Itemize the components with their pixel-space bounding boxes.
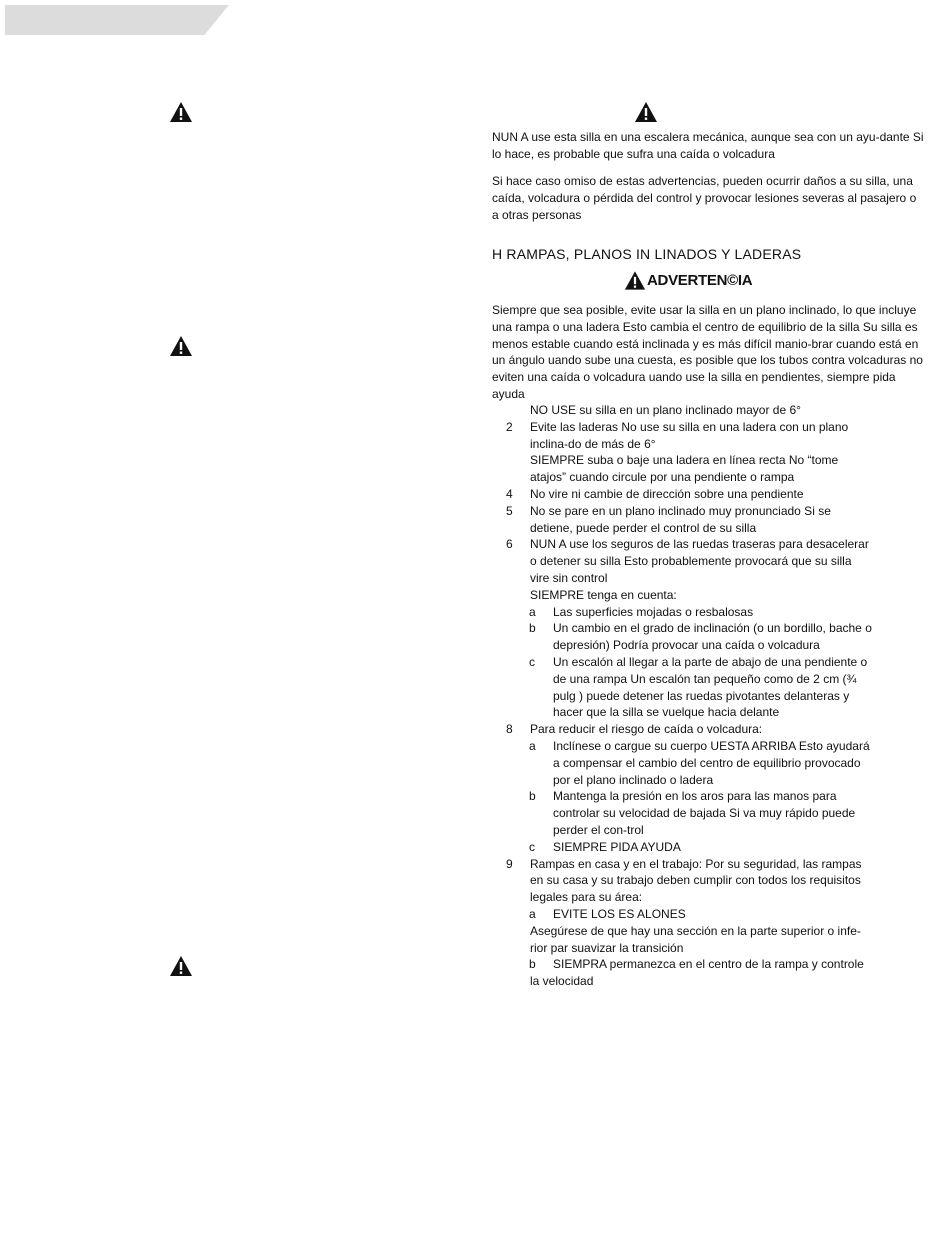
list-item-text: NUN A use los seguros de las ruedas traseras para desacelerar [530,537,869,552]
list-item-letter: a [529,604,536,619]
list-item-number: 5 [506,503,513,518]
warning-triangle-icon [634,101,658,123]
list-item [492,738,926,755]
list-item-number: 4 [506,486,513,501]
list-item-text: depresión) Podría provocar una caída o volcadura [553,638,820,653]
list-item [492,486,926,503]
list-item-text: Asegúrese de que hay una sección en la parte superior o infe- [530,923,861,938]
list-item [492,788,926,805]
list-item [492,520,926,537]
list-item-text: SIEMPRE suba o baje una ladera en línea recta No “tome [530,453,839,468]
list-item-letter: b [529,789,536,804]
list-item-text: perder el con-trol [553,822,644,837]
list-item-text: Un cambio en el grado de inclinación (o un bordillo, bache o [553,621,872,636]
list-item-text: por el plano inclinado o ladera [553,772,714,787]
warning-triangle-icon [624,270,646,291]
list-item-letter: c [529,839,535,854]
slope-instructions-list [492,402,926,990]
list-item [492,587,926,604]
list-item-text: SIEMPRE tenga en cuenta: [530,587,677,602]
list-item [492,436,926,453]
list-item [492,469,926,486]
list-item-text: Mantenga la presión en los aros para las manos para [553,789,837,804]
list-item [492,688,926,705]
list-item [492,570,926,587]
list-item-text: vire sin control [530,570,608,585]
list-item [492,452,926,469]
list-item [492,637,926,654]
list-item [492,956,926,973]
list-item-text: o detener su silla Esto probablemente provocará que su silla [530,554,852,569]
warning-triangle-icon [169,101,193,123]
list-item [492,772,926,789]
list-item [492,536,926,553]
advertencia-label: ADVERTEN©IA [647,271,753,289]
list-item [492,889,926,906]
list-item-text: Las superficies mojadas o resbalosas [553,604,754,619]
list-item-text: rior par suavizar la transición [530,940,684,955]
list-item [492,553,926,570]
list-item-text: NO USE su silla en un plano inclinado mayor de 6° [530,403,801,417]
list-item-text: Inclínese o cargue su cuerpo UESTA ARRIBA Esto ayudará [553,738,870,753]
list-item-number: 9 [506,856,513,871]
list-item [492,872,926,889]
list-item-text: Evite las laderas No use su silla en una ladera con un plano [530,419,849,434]
header-tab [5,5,229,35]
list-item [492,704,926,721]
list-item [492,856,926,873]
list-item [492,402,926,419]
list-item [492,604,926,621]
list-item-text: a compensar el cambio del centro de equilibrio provocado [553,755,861,770]
list-item-text: No vire ni cambie de dirección sobre una pendiente [530,486,804,501]
list-item-text: Para reducir el riesgo de caída o volcadura: [530,722,763,737]
list-item [492,906,926,923]
list-item-text: inclina-do de más de 6° [530,436,656,451]
list-item [492,923,926,940]
list-item-letter: c [529,654,535,669]
list-item [492,839,926,856]
list-item-letter: b [529,957,536,972]
list-item [492,654,926,671]
list-item-text: SIEMPRA permanezca en el centro de la rampa y controle [553,957,864,972]
list-item-text: legales para su área: [530,890,643,905]
list-item-number: 2 [506,419,513,434]
list-item-letter: b [529,621,536,636]
list-item-text: Rampas en casa y en el trabajo: Por su seguridad, las rampas [530,856,862,871]
slopes-intro-paragraph: Siempre que sea posible, evite usar la silla en un plano inclinado, lo que incluye una rampa o una ladera Esto cambia el centro de equilibrio de la silla Su silla es menos estable cuando está inclinada y es más difícil manio-brar cuando está en un ángulo uando sube una cuesta, es posible que los tubos contra volcaduras no eviten una caída o volcadura uando use la silla en pendientes, siempre pida ayuda [492,303,923,401]
list-item-letter: a [529,906,536,921]
warning-triangle-icon [169,955,193,977]
list-item-text: hacer que la silla se vuelque hacia delante [553,705,780,720]
list-item [492,620,926,637]
list-item [492,822,926,839]
list-item-text: la velocidad [530,974,594,989]
list-item-text: atajos” cuando circule por una pendiente o rampa [530,470,795,485]
list-item [492,419,926,436]
list-item [492,721,926,738]
list-item-letter: a [529,738,536,753]
list-item-text: de una rampa Un escalón tan pequeño como de 2 cm (¾ [553,671,857,686]
list-item [492,671,926,688]
escalator-warning-paragraph: NUN A use esta silla en una escalera mecánica, aunque sea con un ayu-dante Si lo hace, es probable que sufra una caída o volcadura [492,130,924,161]
list-item [492,503,926,520]
list-item-number: 6 [506,537,513,552]
list-item-text: en su casa y su trabajo deben cumplir con todos los requisitos [530,873,861,888]
list-item-text: detiene, puede perder el control de su silla [530,520,757,535]
advertencia-banner [624,268,752,292]
section-heading: H RAMPAS, PLANOS IN LINADOS Y LADERAS [492,246,802,262]
list-item-text: pulg ) puede detener las ruedas pivotantes delanteras y [553,688,850,703]
list-item [492,805,926,822]
list-item-text: EVITE LOS ES ALONES [553,906,686,921]
consequences-paragraph: Si hace caso omiso de estas advertencias, pueden ocurrir daños a su silla, una caída, volcadura o pérdida del control y provocar lesiones severas al pasajero o a otras personas [492,174,917,222]
list-item-text: SIEMPRE PIDA AYUDA [553,839,681,854]
list-item [492,973,926,990]
list-item-text: controlar su velocidad de bajada Si va muy rápido puede [553,806,856,821]
list-item-text: Un escalón al llegar a la parte de abajo de una pendiente o [553,654,868,669]
warning-triangle-icon [169,335,193,357]
list-item-text: No se pare en un plano inclinado muy pronunciado Si se [530,503,831,518]
list-item [492,755,926,772]
list-item-number: 8 [506,722,513,737]
list-item [492,940,926,957]
